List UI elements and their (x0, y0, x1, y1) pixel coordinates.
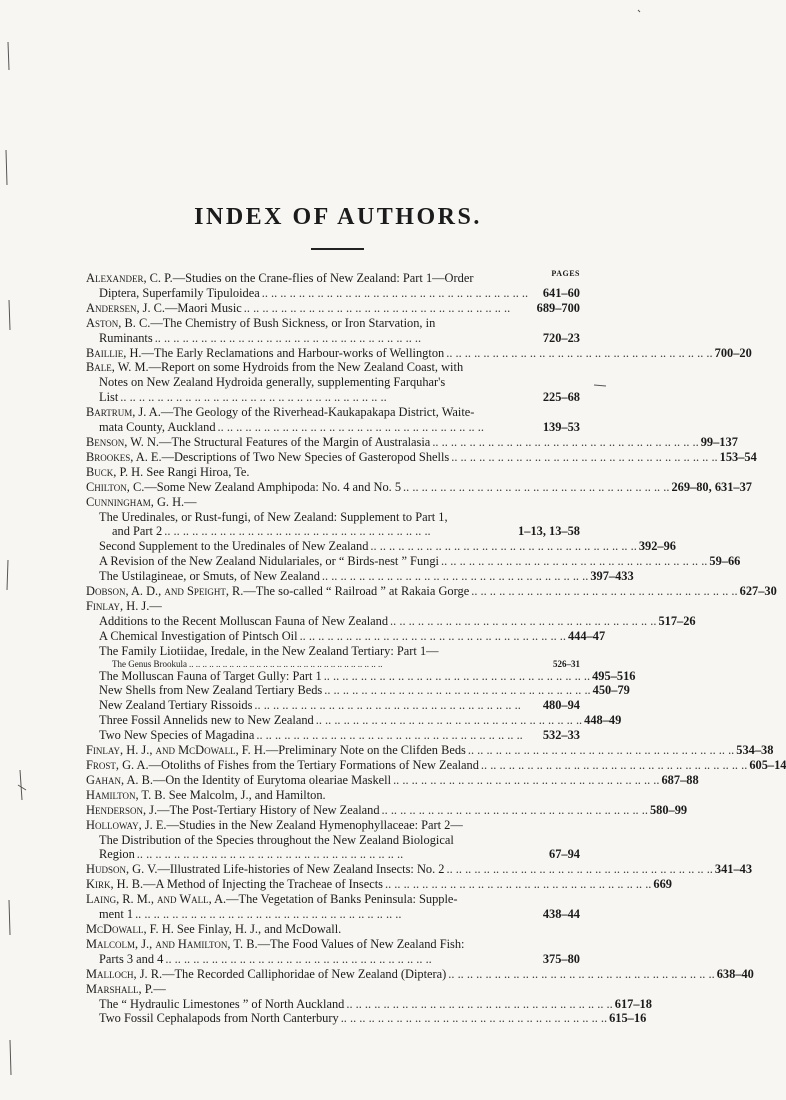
entry-author: Benson, W. N. (86, 434, 160, 449)
dot-leader: .. .. .. .. .. .. .. .. .. .. .. .. .. .. .. .. .. .. .. .. .. .. .. .. .. .. .. .. .. (188, 658, 383, 669)
index-entry (86, 877, 672, 892)
entry-title: Diptera, Superfamily Tipuloidea (99, 285, 260, 300)
entry-title: Additions to the Recent Molluscan Fauna of New Zealand (99, 613, 389, 628)
index-entry (86, 698, 580, 713)
entry-title: —The so-called “ Railroad ” at Rakaia Gorge (243, 584, 470, 599)
entry-author: Gahan, A. B. (86, 772, 153, 787)
index-entry (86, 510, 580, 525)
index-entry (86, 659, 580, 669)
index-entry (86, 569, 634, 584)
entry-author: Marshall, P. (86, 981, 154, 996)
index-entry (86, 952, 580, 967)
index-entry (86, 668, 636, 684)
entry-pages: 397–433 (590, 569, 634, 584)
entry-title: —The Post-Tertiary History of New Zealand (157, 802, 380, 817)
dot-leader: .. .. .. .. .. .. .. .. .. .. .. .. .. .. .. .. .. .. .. .. .. .. .. .. .. .. .. .. .. (403, 479, 670, 494)
index-entry (86, 982, 580, 997)
entry-title: New Zealand Tertiary Rissoids (99, 698, 253, 713)
entry-author: Alexander, C. P. (86, 271, 173, 285)
index-entry (86, 599, 580, 614)
index-entry (86, 434, 738, 450)
entry-title: Two New Species of Magadina (99, 728, 255, 743)
entry-pages: 153–54 (719, 449, 757, 464)
dot-leader: .. .. .. .. .. .. .. .. .. .. .. .. .. .. .. .. .. .. .. .. .. .. .. .. .. .. .. .. .. (471, 584, 738, 599)
entry-pages: 669 (653, 877, 672, 892)
entry-author: Bartrum, J. A. (86, 405, 161, 420)
dot-leader: .. .. .. .. .. .. .. .. .. .. .. .. .. .. .. .. .. .. .. .. .. .. .. .. .. .. .. .. .. (370, 539, 637, 554)
entry-author: Buck, P. H. (86, 464, 144, 479)
entry-pages: 532–33 (542, 728, 580, 743)
entry-author: Cunningham, G. H. (86, 494, 185, 509)
entry-title: The Ustilagineae, or Smuts, of New Zealand (99, 569, 320, 584)
entry-title: —Otoliths of Fishes from the Tertiary Formations of New Zealand (148, 758, 479, 772)
dot-leader: .. .. .. .. .. .. .. .. .. .. .. .. .. .. .. .. .. .. .. .. .. .. .. .. .. .. .. .. .. (315, 713, 583, 728)
entry-author: Laing, R. M., and Wall, A. (86, 892, 227, 907)
index-entry (86, 524, 580, 539)
entry-pages: 534–38 (736, 743, 774, 758)
entry-title: The Uredinales, or Rust-fungi, of New Zealand: Supplement to Part 1, (99, 509, 448, 524)
dot-leader: .. .. .. .. .. .. .. .. .. .. .. .. .. .. .. .. .. .. .. .. .. .. .. .. .. .. .. .. .. (324, 683, 591, 698)
entry-pages: 720–23 (542, 330, 580, 345)
dot-leader: .. .. .. .. .. .. .. .. .. .. .. .. .. .. .. .. .. .. .. .. .. .. .. .. .. .. .. .. .. (446, 862, 713, 877)
entry-pages: 375–80 (542, 951, 580, 966)
entry-author: Malloch, J. R. (86, 966, 163, 981)
index-entry (86, 301, 580, 316)
entry-pages: 480–94 (542, 698, 580, 713)
entry-title: Three Fossil Annelids new to New Zealand (99, 713, 314, 728)
dot-leader: .. .. .. .. .. .. .. .. .. .. .. .. .. .. .. .. .. .. .. .. .. .. .. .. .. .. .. .. .. (136, 847, 404, 862)
entry-pages: 638–40 (716, 966, 754, 981)
dot-leader: .. .. .. .. .. .. .. .. .. .. .. .. .. .. .. .. .. .. .. .. .. .. .. .. .. .. .. .. .. (299, 628, 566, 643)
entry-pages: 139–53 (542, 420, 580, 435)
index-entry (86, 613, 696, 629)
index-entry (86, 907, 580, 922)
dot-leader: .. .. .. .. .. .. .. .. .. .. .. .. .. .. .. .. .. .. .. .. .. .. .. .. .. .. .. .. .. (440, 554, 708, 569)
entry-author: Malcolm, J., and Hamilton, T. B. (86, 936, 258, 951)
entry-pages: 99–137 (700, 434, 738, 449)
dot-leader: .. .. .. .. .. .. .. .. .. .. .. .. .. .. .. .. .. .. .. .. .. .. .. .. .. .. .. .. .. (164, 524, 431, 539)
dot-leader: .. .. .. .. .. .. .. .. .. .. .. .. .. .. .. .. .. .. .. .. .. .. .. .. .. .. .. .. .. (381, 802, 648, 817)
entry-title: —The Vegetation of Banks Peninsula: Supple- (226, 892, 458, 907)
dot-leader: .. .. .. .. .. .. .. .. .. .. .. .. .. .. .. .. .. .. .. .. .. .. .. .. .. .. .. .. .. (323, 668, 591, 683)
entry-title: The Genus Brookula (112, 658, 187, 669)
index-entry (86, 996, 652, 1012)
index-entry (86, 922, 580, 937)
entry-pages: 392–96 (638, 539, 676, 554)
entry-title: Second Supplement to the Uredinales of New Zealand (99, 539, 369, 554)
index-entry (86, 728, 580, 743)
entry-author: Dobson, A. D., and Speight, R. (86, 584, 244, 599)
entry-author: Hudson, G. V. (86, 862, 158, 877)
entry-title: —Studies in the New Zealand Hymenophyllaceae: Part 2— (166, 817, 463, 832)
entry-title: Region (99, 847, 135, 862)
index-entry (86, 818, 580, 833)
index-entry (86, 554, 741, 569)
entry-pages: 605–14 (749, 758, 786, 772)
index-entry (86, 847, 580, 862)
dot-leader: .. .. .. .. .. .. .. .. .. .. .. .. .. .. .. .. .. .. .. .. .. .. .. .. .. .. .. .. .. (446, 345, 713, 360)
entry-title: —Illustrated Life-histories of New Zealand Insects: No. 2 (157, 862, 445, 877)
dot-leader: .. .. .. .. .. .. .. .. .. .. .. .. .. .. .. .. .. .. .. .. .. .. .. .. .. .. .. .. .. (390, 613, 657, 628)
pages-column-label: PAGES (551, 269, 580, 278)
index-entry (86, 479, 752, 495)
entry-title: —Some New Zealand Amphipoda: No. 4 and No. 5 (144, 479, 402, 494)
entry-title: —Descriptions of Two New Species of Gasteropod Shells (161, 449, 450, 464)
entry-title: —The Structural Features of the Margin of Australasia (159, 434, 431, 449)
dot-leader: .. .. .. .. .. .. .. .. .. .. .. .. .. .. .. .. .. .. .. .. .. .. .. .. .. .. .. .. .. (385, 877, 652, 892)
index-entry (86, 802, 688, 818)
index-entry (86, 405, 580, 420)
entry-title: — (149, 598, 162, 613)
entry-title: —Report on some Hydroids from the New Zealand Coast, with (148, 360, 464, 375)
entry-title: Two Fossil Cephalapods from North Canterbury (99, 1011, 339, 1026)
entry-title: See Rangi Hiroa, Te. (143, 464, 250, 479)
entry-title: —On the Identity of Eurytoma oleariae Maskell (152, 772, 392, 787)
index-entry (86, 465, 580, 480)
entry-title: —The Recorded Calliphoridae of New Zealand (Diptera) (162, 966, 447, 981)
entry-title: mata County, Auckland (99, 420, 216, 435)
title-rule (311, 248, 364, 250)
index-entry (86, 449, 757, 465)
entry-title: — (184, 494, 197, 509)
entry-pages: 495–516 (592, 668, 636, 683)
index-entry (86, 713, 622, 728)
dot-leader: .. .. .. .. .. .. .. .. .. .. .. .. .. .. .. .. .. .. .. .. .. .. .. .. .. .. .. .. .. (261, 285, 529, 300)
dot-leader: .. .. .. .. .. .. .. .. .. .. .. .. .. .. .. .. .. .. .. .. .. .. .. .. .. .. .. .. .. (254, 698, 521, 713)
entry-title: —Maori Music (165, 300, 242, 315)
entry-pages: 687–88 (661, 772, 699, 787)
index-entry (86, 683, 630, 698)
index-entry (86, 743, 774, 758)
index-entry (86, 420, 580, 435)
entry-title: New Shells from New Zealand Tertiary Beds (99, 683, 323, 698)
entry-title: —The Food Values of New Zealand Fish: (257, 936, 465, 951)
entry-pages: 450–79 (592, 683, 630, 698)
entry-author: Chilton, C. (86, 479, 145, 494)
entry-title: — (153, 981, 166, 996)
index-entry (86, 495, 580, 510)
entry-title: See Finlay, H. J., and McDowall. (173, 921, 342, 936)
entry-author: Hamilton, T. B. (86, 787, 166, 802)
index-entry (86, 833, 580, 848)
entry-pages: 269–80, 631–37 (671, 479, 752, 494)
entry-pages: 689–700 (536, 300, 580, 315)
entry-title: The Molluscan Fauna of Target Gully: Part 1 (99, 668, 322, 683)
entry-title: —The Early Reclamations and Harbour-works of Wellington (141, 345, 445, 360)
index-entry (86, 644, 580, 659)
entry-pages: 1–13, 13–58 (518, 524, 580, 539)
entry-title: —A Method of Injecting the Tracheae of Insects (143, 877, 383, 892)
entry-title: Ruminants (99, 330, 153, 345)
entry-pages: 517–26 (658, 613, 696, 628)
index-entry (86, 375, 580, 390)
entry-pages: 448–49 (584, 713, 622, 728)
author-index-list (86, 271, 786, 1026)
dot-leader: .. .. .. .. .. .. .. .. .. .. .. .. .. .. .. .. .. .. .. .. .. .. .. .. .. .. .. .. .. (165, 951, 432, 966)
entry-pages: 617–18 (614, 996, 652, 1011)
entry-author: Andersen, J. C. (86, 300, 166, 315)
entry-author: Holloway, J. E. (86, 817, 167, 832)
entry-author: Bale, W. M. (86, 360, 149, 375)
page-title: INDEX OF AUTHORS. (194, 204, 482, 230)
index-entry (86, 360, 580, 375)
entry-author: Finlay, H. J. (86, 598, 150, 613)
dot-leader: .. .. .. .. .. .. .. .. .. .. .. .. .. .. .. .. .. .. .. .. .. .. .. .. .. .. .. .. .. (243, 300, 511, 315)
entry-title: —The Chemistry of Bush Sickness, or Iron Starvation, in (150, 315, 436, 330)
index-entry (86, 892, 580, 907)
dot-leader: .. .. .. .. .. .. .. .. .. .. .. .. .. .. .. .. .. .. .. .. .. .. .. .. .. .. .. .. .. (256, 728, 523, 743)
entry-author: Kirk, H. B. (86, 877, 144, 892)
dot-leader: .. .. .. .. .. .. .. .. .. .. .. .. .. .. .. .. .. .. .. .. .. .. .. .. .. .. .. .. .. (393, 772, 660, 787)
index-entry (86, 628, 606, 644)
index-entry (86, 758, 786, 773)
index-entry (86, 772, 699, 788)
entry-title: —Studies on the Crane-flies of New Zealand: Part 1—Order (172, 271, 474, 285)
entry-title: —The Geology of the Riverhead-Kaukapakapa District, Waite- (160, 405, 475, 420)
entry-title: The Distribution of the Species throughout the New Zealand Biological (99, 832, 454, 847)
entry-pages: 700–20 (714, 345, 752, 360)
entry-pages: 627–30 (739, 584, 777, 599)
entry-title: and Part 2 (112, 524, 163, 539)
entry-pages: 526–31 (553, 658, 580, 669)
dot-leader: .. .. .. .. .. .. .. .. .. .. .. .. .. .. .. .. .. .. .. .. .. .. .. .. .. .. .. .. .. (340, 1011, 608, 1026)
entry-title: See Malcolm, J., and Hamilton. (165, 787, 326, 802)
entry-title: The Family Liotiidae, Iredale, in the New Zealand Tertiary: Part 1— (99, 643, 439, 658)
entry-title: The “ Hydraulic Limestones ” of North Auckland (99, 996, 345, 1011)
index-entry (86, 937, 580, 952)
entry-author: Frost, G. A. (86, 758, 149, 772)
dot-leader: .. .. .. .. .. .. .. .. .. .. .. .. .. .. .. .. .. .. .. .. .. .. .. .. .. .. .. .. .. (467, 743, 735, 758)
entry-title: ment 1 (99, 907, 134, 922)
index-entry (86, 345, 752, 361)
entry-title: A Revision of the New Zealand Nidulariales, or “ Birds-nest ” Fungi (99, 554, 439, 569)
index-entry (86, 539, 676, 554)
entry-pages: 67–94 (549, 847, 580, 862)
dot-leader: .. .. .. .. .. .. .. .. .. .. .. .. .. .. .. .. .. .. .. .. .. .. .. .. .. .. .. .. .. (346, 996, 613, 1011)
entry-pages: 59–66 (709, 554, 741, 569)
dot-leader: .. .. .. .. .. .. .. .. .. .. .. .. .. .. .. .. .. .. .. .. .. .. .. .. .. .. .. .. .. (432, 434, 699, 449)
dot-leader: .. .. .. .. .. .. .. .. .. .. .. .. .. .. .. .. .. .. .. .. .. .. .. .. .. .. .. .. .. (321, 569, 589, 584)
entry-author: Brookes, A. E. (86, 449, 162, 464)
entry-author: Henderson, J. (86, 802, 158, 817)
index-entry (86, 271, 580, 286)
entry-pages: 444–47 (567, 628, 606, 643)
entry-pages: 225–68 (542, 390, 580, 405)
entry-title: List (99, 390, 119, 405)
index-entry (86, 331, 580, 346)
dot-leader: .. .. .. .. .. .. .. .. .. .. .. .. .. .. .. .. .. .. .. .. .. .. .. .. .. .. .. .. .. (480, 758, 748, 772)
entry-author: Baillie, H. (86, 345, 142, 360)
dot-leader: .. .. .. .. .. .. .. .. .. .. .. .. .. .. .. .. .. .. .. .. .. .. .. .. .. .. .. .. .. (217, 420, 484, 435)
dot-leader: .. .. .. .. .. .. .. .. .. .. .. .. .. .. .. .. .. .. .. .. .. .. .. .. .. .. .. .. .. (135, 907, 402, 922)
dot-leader: .. .. .. .. .. .. .. .. .. .. .. .. .. .. .. .. .. .. .. .. .. .. .. .. .. .. .. .. .. (451, 449, 718, 464)
entry-author: Aston, B. C. (86, 315, 151, 330)
index-entry (86, 966, 754, 982)
index-entry (86, 316, 580, 331)
entry-author: McDowall, F. H. (86, 921, 174, 936)
entry-pages: 615–16 (609, 1011, 647, 1026)
entry-pages: 438–44 (542, 907, 580, 922)
index-entry (86, 1011, 647, 1026)
entry-title: A Chemical Investigation of Pintsch Oil (99, 628, 298, 643)
dot-leader: .. .. .. .. .. .. .. .. .. .. .. .. .. .. .. .. .. .. .. .. .. .. .. .. .. .. .. .. .. (120, 390, 387, 405)
dot-leader: .. .. .. .. .. .. .. .. .. .. .. .. .. .. .. .. .. .. .. .. .. .. .. .. .. .. .. .. .. (154, 330, 422, 345)
entry-pages: 580–99 (649, 802, 688, 817)
index-entry (86, 390, 580, 405)
index-entry (86, 286, 580, 301)
index-entry (86, 788, 580, 803)
index-entry (86, 862, 753, 877)
entry-pages: 341–43 (714, 862, 753, 877)
entry-pages: 641–60 (542, 285, 580, 300)
index-entry (86, 584, 777, 599)
entry-title: Notes on New Zealand Hydroida generally, supplementing Farquhar's (99, 375, 446, 390)
entry-title: Parts 3 and 4 (99, 951, 164, 966)
entry-author: Finlay, H. J., and McDowall, F. H. (86, 743, 266, 758)
dot-leader: .. .. .. .. .. .. .. .. .. .. .. .. .. .. .. .. .. .. .. .. .. .. .. .. .. .. .. .. .. (448, 966, 715, 981)
entry-title: —Preliminary Note on the Clifden Beds (265, 743, 466, 758)
